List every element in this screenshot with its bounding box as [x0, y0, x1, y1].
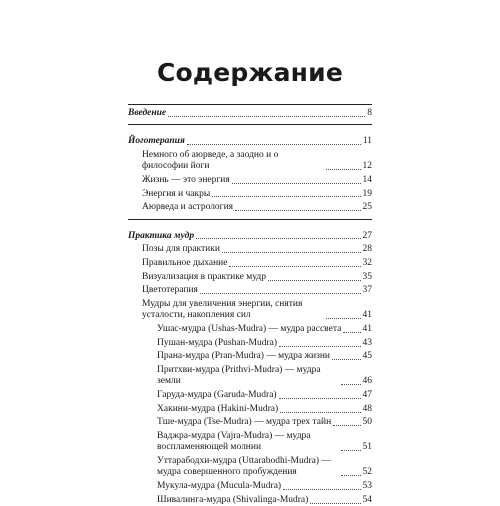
toc-entry-page: 41: [362, 324, 372, 335]
dot-leader: [341, 450, 361, 451]
toc-entry-label: Мукула-мудра (Mucula-Mudra): [157, 481, 282, 492]
toc-entry-page: 37: [362, 285, 372, 296]
toc-entry-label: Ушас-мудра (Ushas-Mudra) — мудра рассвета: [157, 324, 342, 335]
toc-entry-page: 53: [362, 481, 372, 492]
toc-entry[interactable]: [157, 324, 372, 335]
toc-entry-page: 45: [362, 351, 372, 362]
toc-entry[interactable]: [142, 244, 372, 255]
toc-entry[interactable]: [142, 189, 372, 200]
toc-entry-label: Правильное дыхание: [142, 258, 228, 269]
toc-entry-page: 51: [362, 442, 372, 453]
toc-entry-page: 28: [362, 244, 372, 255]
toc-entry[interactable]: [142, 175, 372, 186]
dot-leader: [279, 346, 361, 347]
toc-entry-page: 11: [362, 136, 372, 147]
toc-entry-label: Цветотерапия: [142, 285, 198, 296]
dot-leader: [341, 475, 361, 476]
dot-leader: [326, 169, 361, 170]
toc-entry-page: 27: [362, 230, 372, 241]
toc-entry[interactable]: [142, 272, 372, 283]
toc-entry-label: Визуализация в практике мудр: [142, 271, 266, 282]
toc-entry[interactable]: [157, 495, 372, 506]
toc-entry-praktika-mudr[interactable]: [128, 231, 372, 242]
toc-entry-page: 14: [362, 174, 372, 185]
toc-entry[interactable]: [157, 417, 372, 428]
toc-entry-page: 32: [362, 258, 372, 269]
toc-entry-label: Позы для практики: [142, 244, 220, 255]
dot-leader: [229, 266, 360, 267]
toc-entry-label: Мудры для увеличения энергии, снятия усталости, накопления сил: [142, 299, 303, 321]
dot-leader: [232, 183, 361, 184]
dot-leader: [326, 318, 361, 319]
toc-entry-page: 35: [362, 271, 372, 282]
toc-entry-label: Ваджра-мудра (Vajra-Mudra) — мудра воспламеняющей молнии: [157, 431, 311, 453]
table-of-contents: [128, 104, 372, 506]
toc-entry-page: 12: [362, 161, 372, 172]
toc-entry-label: Аюрведа и астрология: [142, 202, 234, 213]
toc-entry-page: 41: [362, 310, 372, 321]
page-title: Содержание: [156, 58, 344, 87]
toc-entry[interactable]: [142, 285, 372, 296]
toc-entry[interactable]: [157, 404, 372, 415]
toc-entry-page: 47: [362, 390, 372, 401]
toc-entry[interactable]: [142, 150, 372, 173]
toc-entry-page: 50: [362, 417, 372, 428]
dot-leader: [333, 425, 360, 426]
toc-entry[interactable]: [157, 481, 372, 492]
toc-entry-label: Уттарабодхи-мудра (Uttarabodhi-Mudra) — мудра совершенного пробуждения: [157, 456, 331, 478]
toc-entry-page: 52: [362, 467, 372, 478]
toc-entry[interactable]: [157, 390, 372, 401]
toc-entry[interactable]: [142, 202, 372, 213]
toc-entry-label: Немного об аюрведе, а заодно и о философии йоги: [142, 149, 279, 172]
toc-entry-label: Практика мудр: [128, 230, 195, 241]
toc-entry-vvedenie[interactable]: [128, 108, 372, 119]
dot-leader: [332, 359, 360, 360]
dot-leader: [341, 384, 361, 385]
toc-entry-page: 43: [362, 337, 372, 348]
dot-leader: [212, 196, 360, 197]
toc-entry[interactable]: [157, 351, 372, 362]
toc-entry-label: Энергия и чакры: [142, 188, 211, 199]
toc-entry[interactable]: [157, 338, 372, 349]
toc-entry[interactable]: [142, 299, 372, 322]
dot-leader: [268, 280, 361, 281]
dot-leader: [200, 293, 361, 294]
toc-entry-label: Притхви-мудра (Prithvi-Mudra) — мудра земли: [157, 365, 321, 387]
dot-leader: [280, 412, 360, 413]
toc-entry[interactable]: [142, 258, 372, 269]
dot-leader: [168, 116, 365, 117]
dot-leader: [310, 503, 360, 504]
dot-leader: [279, 398, 361, 399]
toc-entry-label: Тше-мудра (Tse-Mudra) — мудра трех тайн: [157, 417, 332, 428]
dot-leader: [235, 210, 360, 211]
toc-entry[interactable]: [157, 431, 372, 454]
toc-entry-page: 25: [362, 202, 372, 213]
dot-leader: [343, 332, 360, 333]
dot-leader: [187, 144, 361, 145]
section-rule: [128, 124, 372, 125]
toc-entry-page: 8: [367, 108, 372, 118]
dot-leader: [196, 238, 360, 239]
dot-leader: [222, 252, 361, 253]
toc-entry-label: Йоготерапия: [128, 136, 185, 147]
toc-entry[interactable]: [157, 456, 372, 479]
section-rule: [128, 104, 372, 105]
dot-leader: [283, 489, 360, 490]
toc-entry-label: Прана-мудра (Pran-Mudra) — мудра жизни: [157, 351, 331, 362]
toc-entry-page: 46: [362, 376, 372, 387]
toc-entry-yogoterapiya[interactable]: [128, 136, 372, 147]
toc-entry-label: Гаруда-мудра (Garuda-Mudra): [157, 390, 277, 401]
toc-entry-page: 48: [362, 403, 372, 414]
toc-entry-page: 54: [362, 494, 372, 505]
toc-entry-page: 19: [362, 188, 372, 199]
toc-entry-label: Жизнь — это энергия: [142, 174, 230, 185]
toc-entry-label: Пушан-мудра (Pushan-Mudra): [157, 337, 277, 348]
toc-entry[interactable]: [157, 365, 372, 388]
section-rule: [128, 219, 372, 220]
toc-entry-label: Шивалинга-мудра (Shivalinga-Mudra): [157, 494, 309, 505]
toc-entry-label: Хакини-мудра (Hakini-Mudra): [157, 403, 279, 414]
toc-entry-label: Введение: [128, 108, 167, 118]
